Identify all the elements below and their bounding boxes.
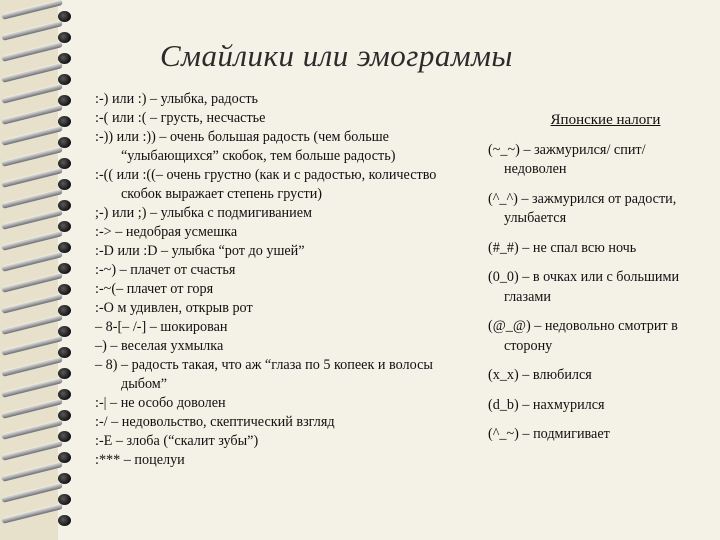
japanese-emoticon-entry: (^_^) – зажмурился от радости, улыбается (488, 190, 677, 226)
binding-ring (0, 197, 80, 215)
emoticon-entry: ;-) или ;) – улыбка с подмигиванием (95, 205, 313, 221)
binding-ring (0, 29, 80, 47)
emoticon-entry: :*** – поцелуи (95, 452, 185, 468)
binding-ring (0, 155, 80, 173)
japanese-emoticon-section (488, 96, 703, 455)
emoticon-entry: :-( или :( – грусть, несчастье (95, 110, 266, 126)
binding-ring (0, 512, 80, 530)
binding-ring (0, 134, 80, 152)
emoticon-entry: :-| – не особо доволен (95, 395, 226, 411)
binding-ring (0, 239, 80, 257)
binding-ring (0, 92, 80, 110)
emoticon-entry: – 8) – радость такая, что аж “глаза по 5 копеек и волосы дыбом” (95, 357, 433, 392)
binding-ring (0, 113, 80, 131)
section-heading: Японские налоги (550, 112, 661, 128)
spiral-binding (0, 0, 80, 540)
emoticon-entry: :-~(– плачет от горя (95, 281, 214, 297)
emoticon-entry: :-(( или :((– очень грустно (как и с радостью, количество скобок выражает степень грусти) (95, 167, 437, 202)
binding-ring (0, 323, 80, 341)
binding-ring (0, 428, 80, 446)
emoticon-entry: :-/ – недовольство, скептический взгляд (95, 414, 335, 430)
binding-ring (0, 260, 80, 278)
emoticon-entry: :-> – недобрая усмешка (95, 224, 238, 240)
binding-ring (0, 386, 80, 404)
emoticon-entry: :-~) – плачет от счастья (95, 262, 236, 278)
binding-ring (0, 449, 80, 467)
japanese-emoticon-entry: (#_#) – не спал всю ночь (488, 239, 637, 256)
japanese-emoticon-entry: (@_@) – недовольно смотрит в сторону (488, 318, 678, 354)
binding-ring (0, 8, 80, 26)
japanese-emoticon-entry: (d_b) – нахмурился (488, 396, 605, 413)
japanese-emoticon-entry: (x_x) – влюбился (488, 367, 592, 383)
binding-ring (0, 281, 80, 299)
binding-ring (0, 407, 80, 425)
emoticon-entry: –) – веселая ухмылка (95, 338, 224, 354)
emoticon-entry: :-O м удивлен, открыв рот (95, 300, 253, 316)
binding-ring (0, 344, 80, 362)
binding-ring (0, 176, 80, 194)
binding-ring (0, 491, 80, 509)
japanese-emoticon-entry: (^_~) – подмигивает (488, 426, 610, 442)
emoticon-entry: :-D или :D – улыбка “рот до ушей” (95, 243, 305, 259)
japanese-emoticon-entry: (~_~) – зажмурился/ спит/ недоволен (488, 141, 646, 177)
emoticon-entry: :-E – злоба (“скалит зубы”) (95, 433, 259, 449)
binding-ring (0, 365, 80, 383)
slide-title: Смайлики или эмограммы (160, 38, 513, 73)
binding-ring (0, 71, 80, 89)
binding-ring (0, 470, 80, 488)
japanese-emoticon-entry: (0_0) – в очках или с большими глазами (488, 269, 680, 305)
emoticon-entry: :-) или :) – улыбка, радость (95, 91, 258, 107)
binding-ring (0, 302, 80, 320)
binding-ring (0, 218, 80, 236)
binding-ring (0, 50, 80, 68)
emoticon-entry: :-)) или :)) – очень большая радость (чем больше “улыбающихся” скобок, тем больше радость) (95, 129, 396, 164)
emoticon-entry: – 8-[– /-] – шокирован (95, 319, 228, 335)
emoticon-list (95, 90, 475, 470)
